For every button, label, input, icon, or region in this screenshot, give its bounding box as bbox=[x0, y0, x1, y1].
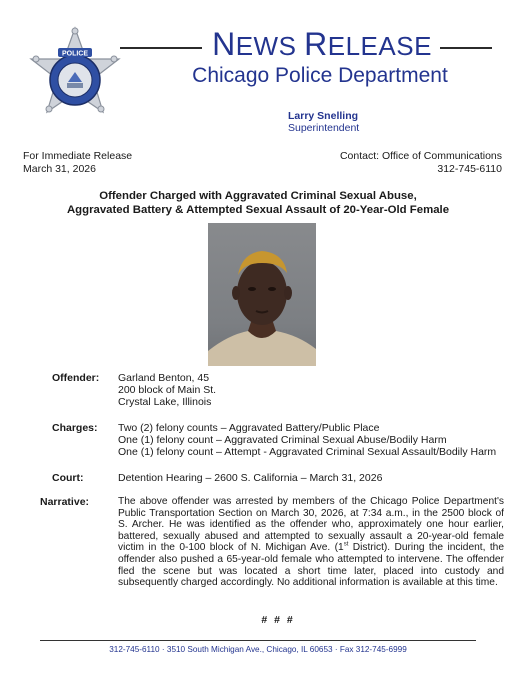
charge-item: Two (2) felony counts – Aggravated Battery/Public Place bbox=[118, 422, 380, 434]
masthead-rule-left bbox=[120, 47, 202, 49]
release-info bbox=[23, 150, 132, 176]
superintendent-name: Larry Snelling bbox=[288, 110, 359, 122]
offender-label: Offender: bbox=[52, 372, 100, 384]
offender-details bbox=[118, 372, 216, 408]
charges-list bbox=[118, 422, 496, 458]
narrative-text: The above offender was arrested by members of the Chicago Police Department's Public Transportation Section on March 30, 2026, at 7:34 a.m., in the 2500 block of S. Archer. He was identified as the offender who, approximately one hour earlier, battered, sexually abused and attempted to sexually assault a 20-year-old female victim in the 0-100 block of N. Michigan Ave. (1st District). During the incident, the offender also pushed a 65-year-old female who attempted to intervene. The offender fled the scene but was located a short time later, placed into custody and subsequently charged accordingly. No additional information is available at this time. bbox=[118, 496, 504, 589]
release-date: March 31, 2026 bbox=[23, 163, 96, 175]
charge-item: One (1) felony count – Aggravated Criminal Sexual Abuse/Bodily Harm bbox=[118, 434, 447, 446]
contact-office: Contact: Office of Communications bbox=[339, 150, 502, 162]
charges-label: Charges: bbox=[52, 422, 98, 434]
footer-divider bbox=[40, 640, 476, 641]
narrative-label: Narrative: bbox=[40, 496, 90, 508]
end-mark: # # # bbox=[261, 614, 295, 626]
offender-city: Crystal Lake, Illinois bbox=[118, 396, 212, 408]
department-name: Chicago Police Department bbox=[192, 64, 448, 87]
offender-address: 200 block of Main St. bbox=[118, 384, 217, 396]
court-value: Detention Hearing – 2600 S. California – March 31, 2026 bbox=[118, 472, 383, 484]
charge-item: One (1) felony count – Attempt - Aggravated Criminal Sexual Assault/Bodily Harm bbox=[118, 446, 497, 458]
masthead-rule-right bbox=[440, 47, 492, 49]
offender-photo bbox=[208, 223, 316, 366]
police-star-badge-icon bbox=[22, 26, 128, 132]
footer-contact: 312-745-6110 · 3510 South Michigan Ave., Chicago, IL 60653 · Fax 312-745-6999 bbox=[109, 645, 407, 654]
offender-name-age: Garland Benton, 45 bbox=[118, 372, 210, 384]
superintendent-title: Superintendent bbox=[288, 122, 360, 134]
superintendent bbox=[288, 110, 359, 134]
news-release-title: NEWS RELEASE bbox=[212, 26, 432, 62]
release-type: For Immediate Release bbox=[23, 150, 133, 162]
offender-photo-image bbox=[208, 223, 316, 366]
headline bbox=[20, 189, 496, 217]
contact-info bbox=[340, 150, 502, 176]
headline-line-2: Aggravated Battery & Attempted Sexual Assault of 20-Year-Old Female bbox=[66, 204, 450, 216]
headline-line-1: Offender Charged with Aggravated Criminal Sexual Abuse, bbox=[99, 190, 417, 202]
contact-phone: 312-745-6110 bbox=[437, 163, 502, 175]
badge-top-text: POLICE bbox=[61, 50, 89, 58]
court-label: Court: bbox=[52, 472, 84, 484]
